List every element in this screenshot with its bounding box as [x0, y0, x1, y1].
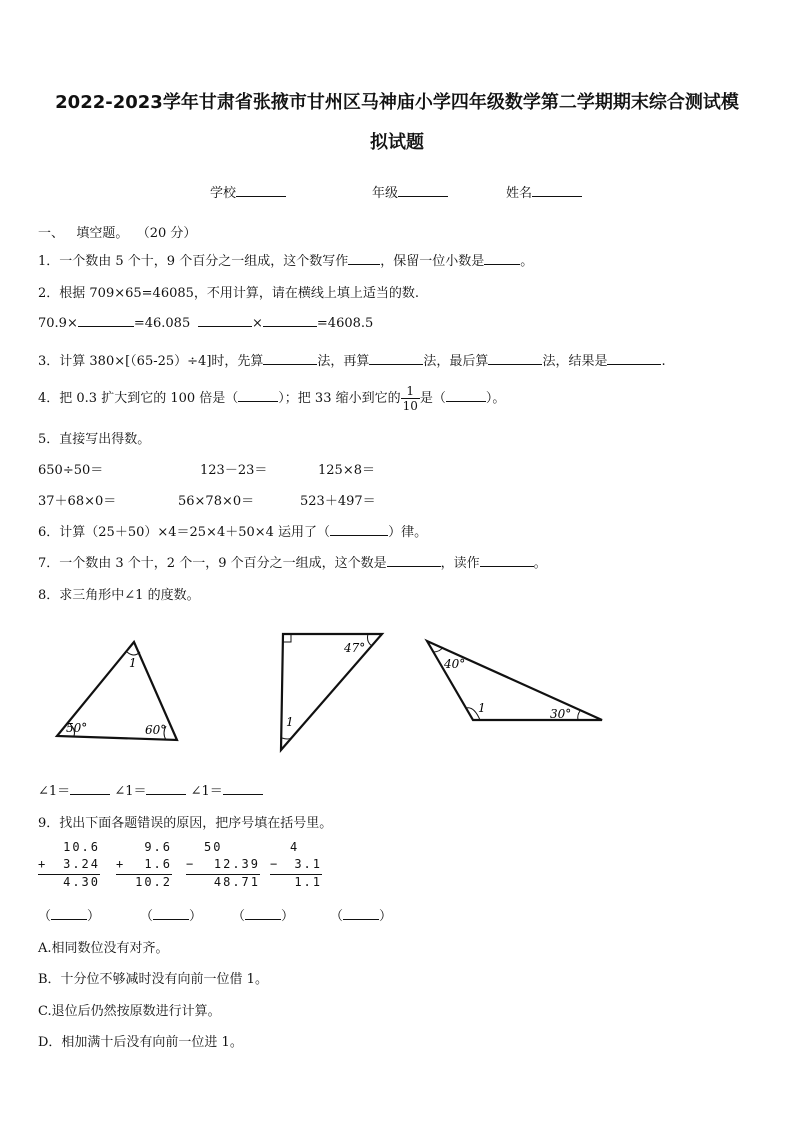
q3-blank-1[interactable]	[263, 352, 317, 365]
triangle-3	[427, 641, 602, 721]
calc-second	[38, 857, 100, 874]
calc-second-number: 12.39	[213, 857, 260, 871]
q6-text-a: 6．计算（25＋50）×4＝25×4＋50×4 运用了（	[38, 525, 331, 540]
q7-blank-2[interactable]	[480, 554, 534, 567]
q5-item: 523＋497＝	[300, 494, 376, 509]
q4-text-d: ）。	[485, 391, 506, 406]
q9-blank-4[interactable]	[343, 907, 379, 920]
fraction	[401, 384, 420, 413]
q1-text-c: 。	[520, 254, 534, 269]
q2-eq1-b: =46.085	[133, 316, 191, 331]
fraction-denominator: 10	[402, 399, 418, 413]
section-title: 填空题。	[76, 226, 129, 241]
q6-text-b: ）律。	[388, 525, 428, 540]
q5-item: 123－23＝	[200, 463, 268, 478]
page-title-cont: 拟试题	[370, 132, 424, 153]
question-4	[38, 384, 505, 413]
q2-blank-1[interactable]	[78, 314, 134, 327]
q3-blank-4[interactable]	[607, 352, 661, 365]
grade-blank[interactable]	[398, 184, 448, 197]
calc-result: 48.71	[186, 874, 260, 892]
q2-blank-3[interactable]	[263, 314, 317, 327]
section-score: （20 分）	[136, 226, 197, 241]
question-9: 9．找出下面各题错误的原因，把序号填在括号里。	[38, 816, 333, 831]
q6-blank[interactable]	[330, 523, 388, 536]
q5-item: 650÷50＝	[38, 463, 104, 478]
q7-text-b: ，读作	[440, 556, 480, 571]
vertical-calc-4	[270, 840, 322, 892]
tri3-angle-right-label: 30°	[550, 707, 572, 721]
calc-result: 10.2	[116, 874, 172, 892]
school-label: 学校	[210, 186, 237, 201]
q8-answer-blank-1[interactable]	[70, 782, 110, 795]
q4-blank-1[interactable]	[238, 389, 278, 402]
q5-item: 37＋68×0＝	[38, 494, 117, 509]
q1-text-b: ，保留一位小数是	[380, 254, 485, 269]
school-blank[interactable]	[236, 184, 286, 197]
q8-answer-blank-3[interactable]	[223, 782, 263, 795]
q8-answer-label-3: ∠1＝	[190, 784, 223, 799]
q5-item: 56×78×0＝	[178, 494, 255, 509]
section-heading	[38, 222, 196, 241]
fraction-numerator: 1	[401, 384, 420, 399]
q2-eq1-a: 70.9×	[38, 316, 78, 331]
q4-blank-2[interactable]	[446, 389, 486, 402]
tri2-angle1-label: 1	[286, 715, 294, 729]
q7-text-a: 7．一个数由 3 个十，2 个一，9 个百分之一组成，这个数是	[38, 556, 387, 571]
vertical-calc-3	[186, 840, 260, 892]
name-field	[506, 182, 582, 201]
q9-blank-1[interactable]	[51, 907, 87, 920]
q7-blank-1[interactable]	[387, 554, 441, 567]
calc-top: 50	[204, 840, 223, 854]
calc-second-number: 3.24	[63, 857, 100, 871]
tri3-angle1-label: 1	[478, 701, 486, 715]
name-label: 姓名	[506, 186, 533, 201]
paren-close: ）	[87, 909, 101, 924]
calc-second	[116, 857, 172, 874]
vertical-calc-1	[38, 840, 100, 892]
calc-top: 9.6	[144, 840, 172, 854]
q2-eq2-times: ×	[252, 316, 263, 331]
q9-answer-2	[140, 905, 202, 924]
triangle-1	[57, 642, 177, 740]
section-number: 一、	[38, 226, 65, 241]
tri1-angle1-label: 1	[129, 656, 137, 670]
q3-blank-2[interactable]	[369, 352, 423, 365]
calc-result: 1.1	[270, 874, 322, 892]
calc-second-number: 3.1	[294, 857, 322, 871]
question-5: 5．直接写出得数。	[38, 432, 151, 447]
calc-top: 10.6	[63, 840, 100, 854]
vertical-calc-2	[116, 840, 172, 892]
question-3	[38, 350, 666, 369]
calc-second	[270, 857, 322, 874]
option-c: C.退位后仍然按原数进行计算。	[38, 1004, 221, 1019]
question-8: 8．求三角形中∠1 的度数。	[38, 588, 200, 603]
q4-text-a: 4．把 0.3 扩大到它的 100 倍是（	[38, 391, 239, 406]
q8-answer-blank-2[interactable]	[146, 782, 186, 795]
tri2-angle-top-label: 47°	[344, 641, 366, 655]
triangle-figures	[0, 620, 794, 770]
q1-blank-1[interactable]	[348, 252, 380, 265]
paren-open: （	[330, 909, 344, 924]
question-2: 2．根据 709×65=46085，不用计算，请在横线上填上适当的数.	[38, 286, 420, 301]
q7-text-c: 。	[533, 556, 547, 571]
tri1-angle-right-label: 60°	[145, 723, 167, 737]
question-1	[38, 250, 533, 269]
q9-blank-3[interactable]	[245, 907, 281, 920]
paren-open: （	[140, 909, 154, 924]
calc-operator: −	[186, 857, 196, 871]
q8-answer-label-1: ∠1＝	[38, 784, 71, 799]
q3-text-e: .	[661, 354, 666, 369]
name-blank[interactable]	[532, 184, 582, 197]
grade-field	[372, 182, 448, 201]
grade-label: 年级	[372, 186, 399, 201]
q4-text-c: 是（	[419, 391, 446, 406]
paren-open: （	[38, 909, 52, 924]
q2-equation-2	[198, 314, 373, 331]
calc-second-number: 1.6	[144, 857, 172, 871]
q1-text-a: 1．一个数由 5 个十，9 个百分之一组成，这个数写作	[38, 254, 349, 269]
q3-text-d: 法，结果是	[542, 354, 608, 369]
q3-blank-3[interactable]	[488, 352, 542, 365]
calc-second	[186, 857, 260, 874]
q3-text-a: 3．计算 380×[（65-25）÷4]时，先算	[38, 354, 264, 369]
option-d: D．相加满十后没有向前一位进 1。	[38, 1035, 243, 1050]
q5-item: 125×8＝	[318, 463, 375, 478]
calc-result: 4.30	[38, 874, 100, 892]
triangle-2	[281, 634, 382, 750]
q1-blank-2[interactable]	[484, 252, 520, 265]
q4-text-b: ）；把 33 缩小到它的	[278, 391, 401, 406]
paren-close: ）	[281, 909, 295, 924]
q2-equation-1	[38, 314, 190, 331]
q2-eq2-b: =4608.5	[316, 316, 374, 331]
q9-blank-2[interactable]	[153, 907, 189, 920]
q3-text-c: 法，最后算	[423, 354, 489, 369]
option-a: A.相同数位没有对齐。	[38, 941, 169, 956]
tri1-angle-left-label: 50°	[66, 721, 88, 735]
calc-operator: +	[116, 857, 126, 871]
q9-answer-3	[232, 905, 294, 924]
q8-answer-label-2: ∠1＝	[114, 784, 147, 799]
q9-answer-4	[330, 905, 392, 924]
calc-operator: +	[38, 857, 48, 871]
question-7	[38, 552, 547, 571]
paren-close: ）	[379, 909, 393, 924]
tri3-angle-left-label: 40°	[444, 657, 466, 671]
q8-answers	[38, 780, 263, 799]
q3-text-b: 法，再算	[317, 354, 370, 369]
q2-blank-2[interactable]	[198, 314, 252, 327]
q9-answer-1	[38, 905, 100, 924]
school-field	[210, 182, 286, 201]
calc-top: 4	[290, 840, 300, 854]
paren-close: ）	[189, 909, 203, 924]
option-b: B．十分位不够减时没有向前一位借 1。	[38, 972, 268, 987]
question-6	[38, 521, 427, 540]
paren-open: （	[232, 909, 246, 924]
calc-operator: −	[270, 857, 280, 871]
page-title: 2022-2023学年甘肃省张掖市甘州区马神庙小学四年级数学第二学期期末综合测试模	[55, 92, 739, 113]
